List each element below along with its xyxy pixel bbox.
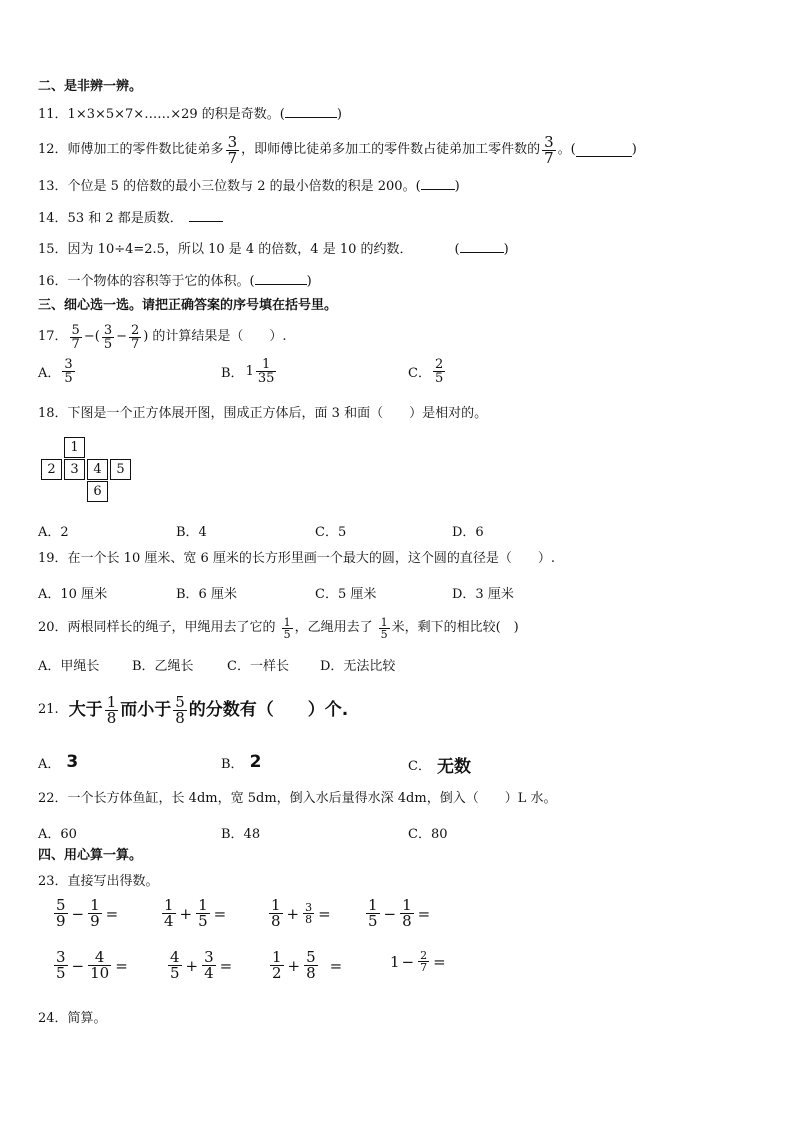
fraction: $\frac{3}{5}$ — [64, 357, 73, 386]
option-17-a[interactable]: A． $\frac{3}{5}$ — [38, 357, 73, 386]
question-14: 14．53 和 2 都是质数． — [38, 209, 223, 227]
answer-blank[interactable] — [189, 209, 223, 222]
cube-face-5: 5 — [110, 459, 131, 480]
question-number: 24． — [38, 1011, 68, 1026]
fraction: $\frac{5}{7}$ — [71, 322, 80, 352]
cube-net-diagram — [41, 437, 133, 503]
question-15: 15．因为 10÷4=2.5，所以 10 是 4 的倍数，4 是 10 的约数． ( ) — [38, 242, 509, 257]
question-17: 17． $\frac{5}{7}$ − ( $\frac{3}{5}$ − $\frac{2}{7}$ ) 的计算结果是（ ）. — [38, 322, 287, 352]
question-number: 17． — [38, 329, 68, 344]
cube-face-4: 4 — [87, 459, 108, 480]
option-19-b[interactable]: B．6 厘米 — [176, 587, 237, 602]
option-21-c[interactable]: C． 无数 — [408, 757, 471, 777]
option-18-a[interactable]: A．2 — [38, 525, 69, 540]
fraction: $\frac{3}{7}$ — [227, 132, 238, 167]
fraction: $\frac{5}{8}$ — [175, 692, 185, 727]
fraction: $\frac{3}{5}$ — [103, 322, 113, 352]
question-number: 19． — [38, 551, 68, 566]
question-21: 21. 大于 $\frac{1}{8}$ 而小于 $\frac{5}{8}$ 的分数有（ ）个. — [38, 692, 349, 727]
option-21-b[interactable]: B． 2 — [221, 752, 262, 772]
question-number: 20． — [38, 620, 68, 635]
calc-expression-1: $\frac{5}{9}$ − $\frac{1}{9}$ = — [56, 896, 119, 930]
question-number: 11． — [38, 107, 68, 122]
option-20-d[interactable]: D．无法比较 — [320, 659, 396, 674]
question-16: 16．一个物体的容积等于它的体积。( ) — [38, 274, 312, 289]
fraction: $\frac{1}{35}$ — [257, 357, 275, 386]
question-19: 19．在一个长 10 厘米、宽 6 厘米的长方形里画一个最大的圆，这个圆的直径是（ ）. — [38, 551, 556, 566]
cube-face-6: 6 — [87, 481, 108, 502]
question-23: 23．直接写出得数。 — [38, 874, 159, 889]
calc-expression-6: $\frac{4}{5}$ + $\frac{3}{4}$ = — [170, 948, 233, 982]
option-20-b[interactable]: B．乙绳长 — [132, 659, 194, 674]
question-12: 12． 师傅加工的零件数比徒弟多 $\frac{3}{7}$ ，即师傅比徒弟多加工的零件数占徒弟加工零件数的 $\frac{3}{7}$ 。( ) — [38, 132, 637, 167]
option-19-d[interactable]: D．3 厘米 — [452, 587, 514, 602]
calc-expression-3: $\frac{1}{8}$ + $\frac{3}{8}$ = — [271, 896, 331, 930]
fraction: $\frac{1}{8}$ — [106, 692, 117, 727]
calc-expression-4: $\frac{1}{5}$ − $\frac{1}{8}$ = — [368, 896, 431, 930]
answer-blank[interactable] — [576, 144, 632, 157]
cube-face-3: 3 — [64, 459, 85, 480]
answer-blank[interactable] — [285, 105, 337, 118]
section-heading-4: 四、用心算一算。 — [38, 848, 143, 863]
fraction: $\frac{3}{7}$ — [544, 132, 554, 167]
calc-expression-8: 1 − $\frac{2}{7}$ = — [390, 949, 446, 974]
question-number: 21. — [38, 702, 59, 717]
option-17-c[interactable]: C． $\frac{2}{5}$ — [408, 357, 444, 386]
fraction: $\frac{2}{7}$ — [131, 322, 140, 352]
option-18-b[interactable]: B．4 — [176, 525, 207, 540]
question-number: 23． — [38, 874, 68, 889]
calc-expression-2: $\frac{1}{4}$ + $\frac{1}{5}$ = — [164, 896, 227, 930]
question-text: 1×3×5×7×……×29 的积是奇数。( — [67, 107, 285, 122]
option-18-d[interactable]: D．6 — [452, 525, 484, 540]
question-number: 14． — [38, 211, 68, 226]
option-22-c[interactable]: C．80 — [408, 827, 448, 842]
fraction: $\frac{1}{5}$ — [380, 615, 388, 641]
option-19-a[interactable]: A．10 厘米 — [38, 587, 108, 602]
question-11: 11．1×3×5×7×……×29 的积是奇数。( ) — [38, 107, 342, 122]
option-19-c[interactable]: C．5 厘米 — [315, 587, 377, 602]
question-18: 18．下图是一个正方体展开图，围成正方体后，面 3 和面（ ）是相对的。 — [38, 406, 488, 421]
option-22-a[interactable]: A．60 — [38, 827, 77, 842]
option-21-a[interactable]: A． 3 — [38, 752, 79, 772]
question-20: 20． 两根同样长的绳子，甲绳用去了它的 $\frac{1}{5}$ ，乙绳用去了 $\frac{1}{5}$ 米，剩下的相比较( ) — [38, 615, 519, 641]
option-22-b[interactable]: B．48 — [221, 827, 261, 842]
answer-blank[interactable] — [255, 272, 307, 285]
question-number: 13． — [38, 179, 68, 194]
question-number: 18． — [38, 406, 68, 421]
answer-blank[interactable] — [421, 177, 455, 190]
fraction: $\frac{1}{5}$ — [283, 615, 291, 641]
calc-expression-5: $\frac{3}{5}$ − $\frac{4}{10}$ = — [56, 948, 128, 982]
cube-face-2: 2 — [41, 459, 62, 480]
option-17-b[interactable]: B． 1 $\frac{1}{35}$ — [221, 357, 275, 386]
fraction: $\frac{2}{5}$ — [434, 357, 444, 386]
question-13: 13．个位是 5 的倍数的最小三位数与 2 的最小倍数的积是 200。( ) — [38, 179, 460, 194]
answer-blank[interactable] — [460, 240, 504, 253]
option-20-c[interactable]: C．一样长 — [227, 659, 289, 674]
question-number: 15． — [38, 242, 68, 257]
question-24: 24．简算。 — [38, 1011, 107, 1026]
question-number: 12． — [38, 142, 68, 157]
calc-expression-7: $\frac{1}{2}$ + $\frac{5}{8}$ = — [272, 948, 343, 982]
option-20-a[interactable]: A．甲绳长 — [38, 659, 100, 674]
cube-face-1: 1 — [64, 437, 85, 458]
question-number: 16． — [38, 274, 68, 289]
question-number: 22． — [38, 791, 68, 806]
section-heading-3: 三、细心选一选。请把正确答案的序号填在括号里。 — [38, 298, 338, 313]
section-heading-2: 二、是非辨一辨。 — [38, 79, 143, 94]
question-22: 22．一个长方体鱼缸，长 4dm，宽 5dm，倒入水后量得水深 4dm，倒入（ ）L 水。 — [38, 791, 557, 806]
option-18-c[interactable]: C．5 — [315, 525, 347, 540]
